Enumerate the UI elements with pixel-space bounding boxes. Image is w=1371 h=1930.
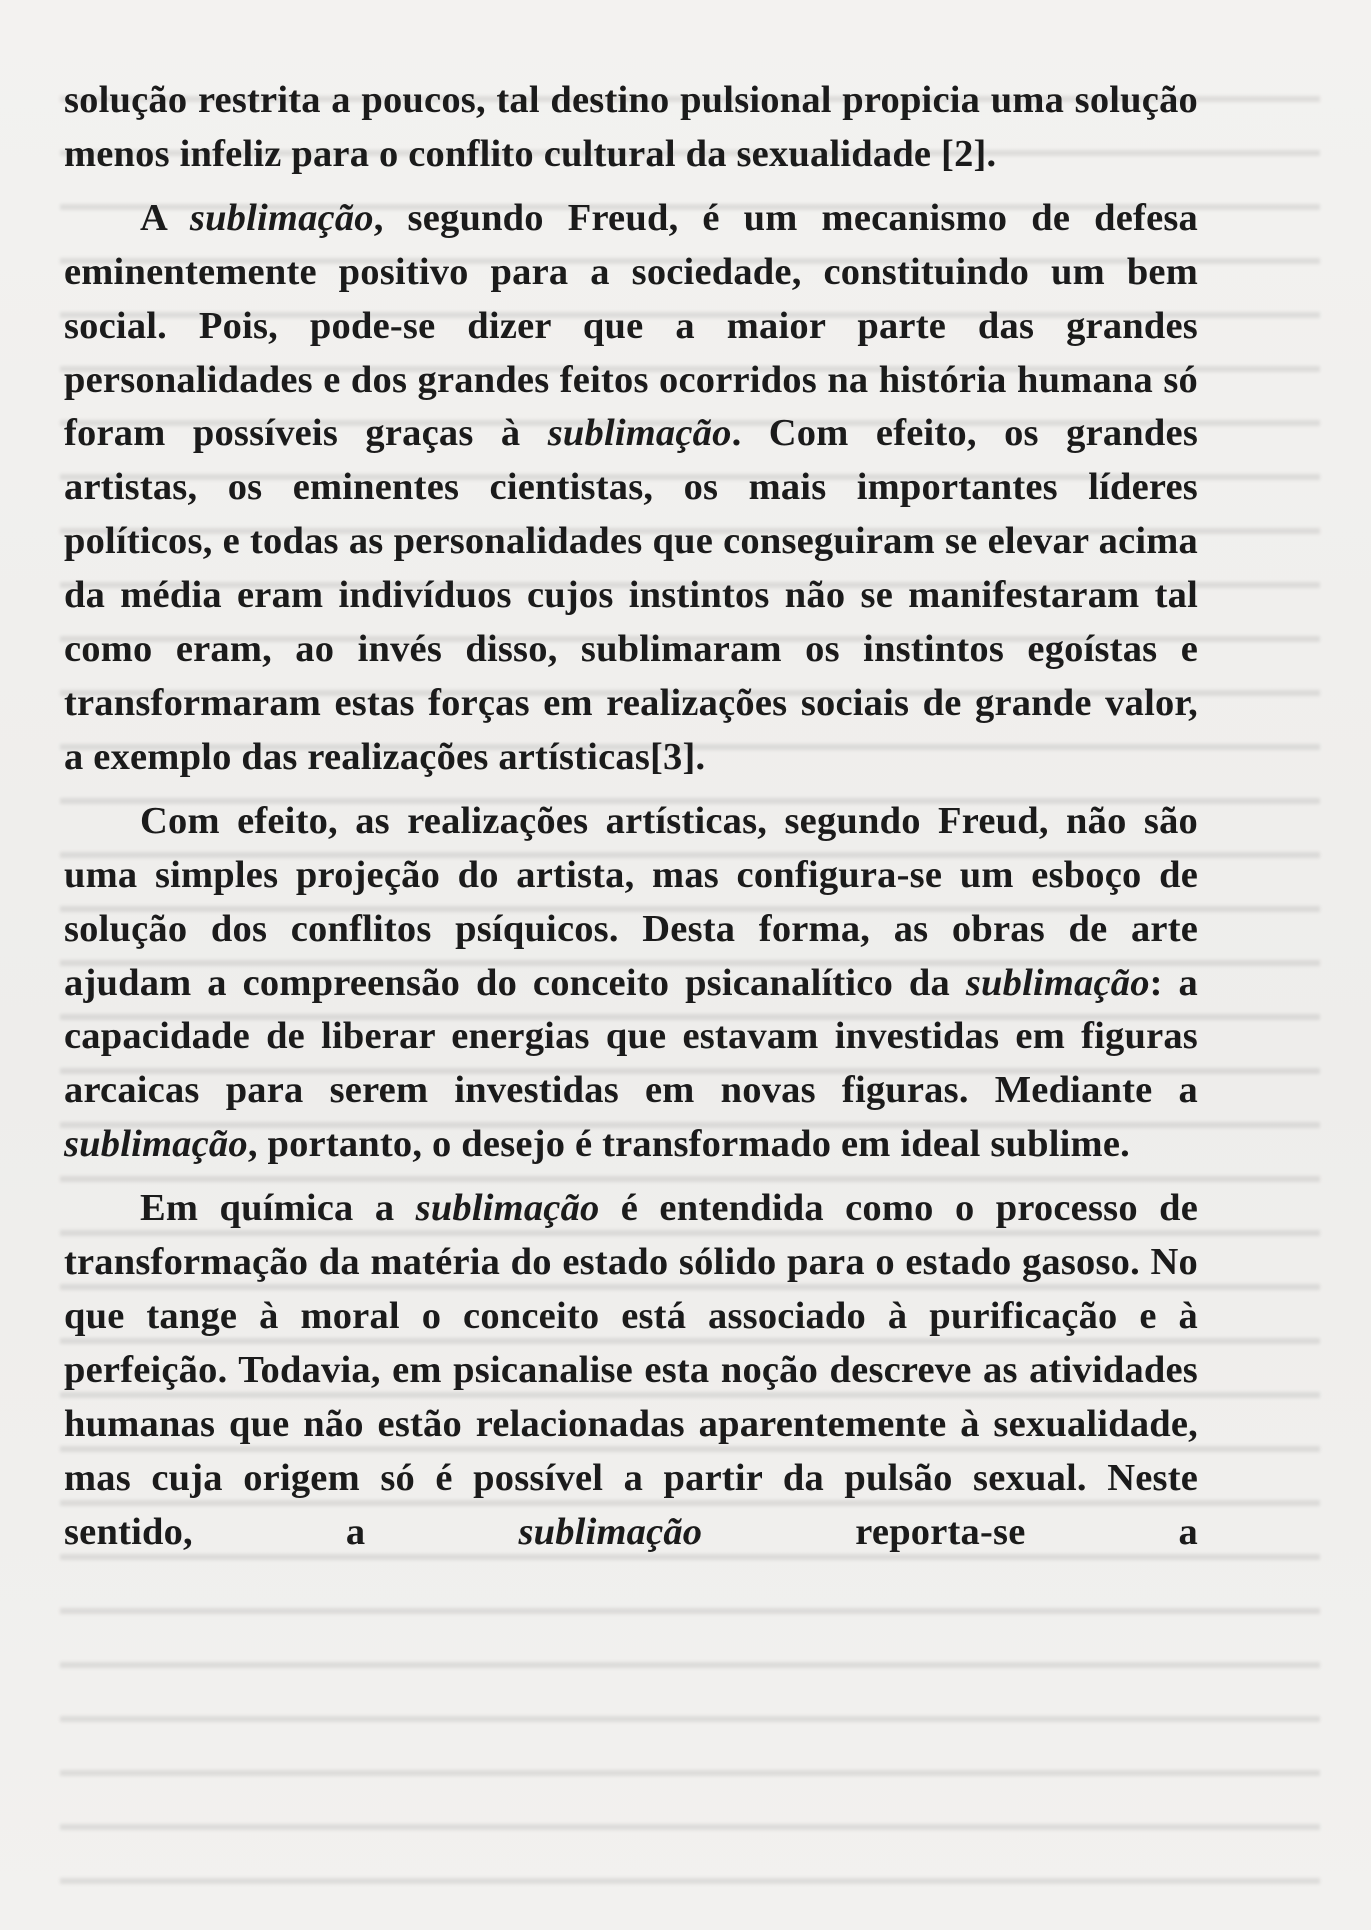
text-run: , portanto, o desejo é transformado em ideal sublime. [247,1123,1130,1166]
text-run: , segundo Freud, é um mecanismo de defesa eminentemente positivo para a sociedade, constituindo um bem social. Pois, pode-se dizer que a maior parte das grandes personalidades e dos grandes feitos ocorridos na história humana só foram possíveis graças à [64,196,1198,455]
text-run: . Com efeito, os grandes artistas, os eminentes cientistas, os mais importantes líderes políticos, e todas as personalidades que conseguiram se elevar acima da média eram indivíduos cujos instintos não se manifestaram tal como eram, ao invés disso, sublimaram os instintos egoístas e transformaram estas forças em realizações sociais de grande valor, a exemplo das realizações artísticas[3]. [64,412,1198,778]
italic-term: sublimação [547,412,732,455]
text-run: Em química a [140,1187,416,1230]
italic-term: sublimação [64,1123,248,1166]
body-text [64,74,1198,1569]
italic-term: sublimação [415,1187,600,1230]
paragraph-2 [64,192,1198,785]
italic-term: sublimação [518,1510,703,1553]
text-run: solução restrita a poucos, tal destino pulsional propicia uma solução menos infeliz para o conflito cultural da sexualidade [2]. [64,79,1198,175]
paragraph-3 [64,795,1198,1172]
text-run: reporta-se a [702,1510,1198,1553]
italic-term: sublimação [965,961,1150,1004]
italic-term: sublimação [189,196,374,239]
text-run: é entendida como o processo de transformação da matéria do estado sólido para o estado gasoso. No que tange à moral o conceito está associado à purificação e à perfeição. Todavia, em psicanalise esta noção descreve as atividades humanas que não estão relacionadas aparentemente à sexualidade, mas cuja origem só é possível a partir da pulsão sexual. Neste sentido, a [64,1187,1199,1553]
text-run: A [140,196,190,239]
paragraph-1 [64,74,1198,182]
paragraph-4 [64,1182,1198,1559]
text-run: Com efeito, as realizações artísticas, segundo Freud, não são uma simples projeção do artista, mas configura-se um esboço de solução dos conflitos psíquicos. Desta forma, as obras de arte ajudam a compreensão do conceito psicanalítico da [64,799,1198,1004]
text-run: : a capacidade de liberar energias que estavam investidas em figuras arcaicas para serem investidas em novas figuras. Mediante a [64,961,1199,1112]
